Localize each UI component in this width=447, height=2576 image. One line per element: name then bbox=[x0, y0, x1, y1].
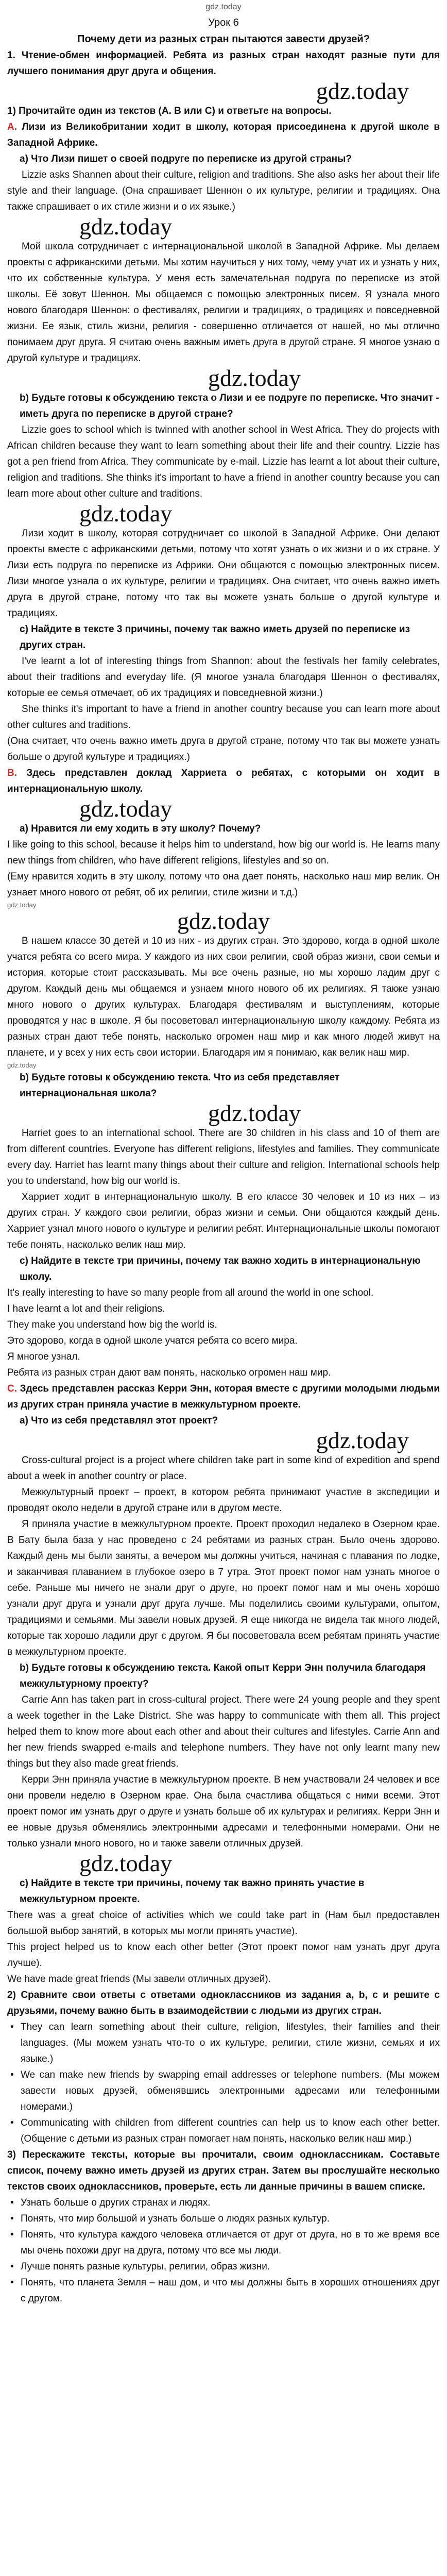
watermark-small: gdz.today bbox=[7, 901, 37, 909]
question-a-b: b) Будьте готовы к обсуждению текста о Лизи и ее подруге по переписке. Что значит - иметь друга по переписке в другой стране? bbox=[20, 393, 439, 419]
answer-a-b-ru: Лизи ходит в школу, которая сотрудничает со школой в Западной Африке. Они делают проекты вместе с африканскими детьми, потому что хотят узнать о их жизни и о их стране. У Лизи есть подруга по переписке из Африки. Они общаются с помощью электронных писем. Лизи многое узнала о их культуре, религии и традициях. Она считает, что очень важно иметь друга в другой стране, потому что так вы можете узнать больше о другой культуре и традициях. bbox=[7, 528, 440, 619]
watermark: gdz.today bbox=[208, 1100, 301, 1126]
answer-c-a-ru2: Я приняла участие в межкультурном проекте. Проект проходил недалеко в Озерном крае. В Бату была база у нас проведено с 24 ребятами из разных стран. Было очень здорово. Каждый день мы были заняты, а вечером мы должны учиться, начиная с плавания по лодке, и заканчивая плаванием в глубокое озеро в 7 утра. Этот проект помог нам узнать многое о себе. Раньше мы ничего не знали друг о друге, но проект помог нам и мы очень хорошо узнали друг друга и узнали друг друга лучше. Мы поделились своими культурами, опытом, традициями и семьями. Мы завели новых друзей. Я еще никогда не видела так много людей, которые так хорошо ладили друг с другом. Я бы посоветовала всем ребятам принять участие в межкультурном проекте. bbox=[7, 1519, 440, 1657]
list-item: • Понять, что планета Земля – наш дом, и что мы должны быть в хороших отношениях друг с другом. bbox=[7, 2275, 440, 2307]
question-b-a: a) Нравится ли ему ходить в эту школу? Почему? bbox=[20, 823, 261, 834]
site-header[interactable]: gdz.today bbox=[205, 3, 242, 11]
answer-a-c-ru: (Она считает, что очень важно иметь друга в другой стране, потому что так вы можете узнать больше о другой культуре и традициях.) bbox=[7, 736, 440, 762]
watermark: gdz.today bbox=[79, 1850, 173, 1876]
list-item: • Понять, что культура каждого человека отличается от друг от друга, но в то же время все мы очень похожи друг на друга, потому что все мы люди. bbox=[7, 2227, 440, 2259]
list-item: • Понять, что мир большой и узнать больше о людях разных культур. bbox=[7, 2211, 440, 2227]
answer-b-c-4: Это здорово, когда в одной школе учатся ребята со всего мира. bbox=[7, 1335, 298, 1346]
answer-c-a-en: Cross-cultural project is a project where children take part in some kind of expedition and spend about a week in another country or place. bbox=[7, 1455, 440, 1482]
question-a-c: c) Найдите в тексте 3 причины, почему так важно иметь друзей по переписке из других стран. bbox=[20, 624, 410, 651]
answer-a-c-en: I've learnt a lot of interesting things from Shannon: about the festivals her family celebrates, about their traditions and everyday life. (Я многое узнала благодаря Шеннон о фестивалях, которые ее семья отмечает, об их традициях и повседневной жизни.) bbox=[7, 656, 440, 699]
task3-heading: 3) Перескажите тексты, которые вы прочитали, своим одноклассникам. Составьте список, почему важно иметь друзей из других стран. Затем вы прослушайте несколько текстов своих одноклассников, проверьте, есть ли данные причины в вашем списке. bbox=[7, 2149, 440, 2192]
answer-b-c-6: Ребята из разных стран дают вам понять, насколько огромен наш мир. bbox=[7, 1367, 331, 1378]
watermark: gdz.today bbox=[316, 1427, 409, 1453]
watermark: gdz.today bbox=[79, 500, 173, 527]
watermark: gdz.today bbox=[177, 908, 270, 934]
watermark: gdz.today bbox=[79, 795, 173, 822]
list-item: • We can make new friends by swapping email addresses or telephone numbers. (Мы можем завести новых друзей, обменявшись электронными адресами или телефонными номерами.) bbox=[7, 2067, 440, 2115]
question-b-b: b) Будьте готовы к обсуждению текста. Что из себя представляет интернациональная школа? bbox=[20, 1072, 340, 1099]
section-c-label: C. bbox=[7, 1383, 17, 1394]
answer-a-c-en2: She thinks it's important to have a friend in another country because you can learn more about other cultures and traditions. bbox=[7, 704, 440, 731]
answer-b-c-5: Я многое узнал. bbox=[7, 1351, 80, 1362]
answer-a-a-ru: Мой школа сотрудничает с интернациональной школой в Западной Африке. Мы делаем проекты с африканскими детьми. Мы хотим научиться у них тому, чему учат их и узнать у них, что их собственные культура. У меня есть замечательная подруга по переписке из этой школы. Её зовут Шеннон. Мы общаемся с помощью электронных писем. Я узнала много нового благодаря Шеннон: о фестивалях, религии и традициях, о традициях и повседневной жизни. Ее язык, стиль жизни, религия - совершенно отличается от нашей, но мы отлично понимаем друг друга. Я считаю очень важным иметь друга в другой стране. Я многое узнаю о другой культуре и традициях. bbox=[7, 241, 440, 364]
question-c-a: a) Что из себя представлял этот проект? bbox=[20, 1415, 218, 1426]
section-a-text: Лизи из Великобритании ходит в школу, которая присоединена к другой школе в Западной Африке. bbox=[7, 122, 440, 148]
task1-instruction: 1) Прочитайте один из текстов (A. B или C) и ответьте на вопросы. bbox=[7, 106, 332, 116]
list-item: • Лучше понять разные культуры, религии, образ жизни. bbox=[7, 2259, 440, 2275]
answer-c-c-3: We have made great friends (Мы завели отличных друзей). bbox=[7, 1974, 271, 1985]
question-b-c: c) Найдите в тексте три причины, почему так важно ходить в интернациональную школу. bbox=[20, 1256, 421, 1282]
task1-heading: 1. Чтение-обмен информацией. Ребята из разных стран находят разные пути для лучшего понимания друг друга и общения. bbox=[7, 50, 440, 77]
answer-b-b-ru: Харриет ходит в интернациональную школу. В его классе 30 человек и 10 из них – из других стран. У каждого свои религии, образ жизни и семьи. Они общаются каждый день. Харриет узнал много нового о культуре и религии ребят. Интернациональные школы помогают тебе понять, насколько велик наш мир. bbox=[7, 1192, 440, 1250]
answer-b-a-ru: (Ему нравится ходить в эту школу, потому что она дает понять, насколько наш мир велик. Он узнает много нового от ребят, об их религии, стиле жизни и т.д.) bbox=[7, 871, 440, 898]
answer-b-a-en: I like going to this school, because it helps him to understand, how big our world is. He learns many new things from children, who have different religions, lifestyles and so on. bbox=[7, 839, 440, 866]
list-item: • Узнать больше о других странах и людях. bbox=[7, 2195, 440, 2211]
answer-b-c-3: They make you understand how big the world is. bbox=[7, 1319, 217, 1330]
answer-c-b-en: Carrie Ann has taken part in cross-cultural project. There were 24 young people and they spent a week together in the Lake District. She was happy to communicate with them all. This project helped them to know more about each other and about their cultures and lifestyles. Carrie Ann and her new friends swapped e-mails and telephone numbers. They have not only learnt many new things but they also made great friends. bbox=[7, 1694, 440, 1769]
answer-b-c-2: I have learnt a lot and their religions. bbox=[7, 1303, 165, 1314]
watermark: gdz.today bbox=[316, 78, 409, 104]
question-a-a: a) Что Лизи пишет о своей подруге по переписке из другой страны? bbox=[20, 154, 352, 164]
section-a-heading bbox=[7, 119, 440, 151]
task2-heading: 2) Сравните свои ответы с ответами одноклассников из задания a, b, c и решите с друзьями, почему важно быть в взаимодействии с людьми из других стран. bbox=[7, 1990, 440, 2016]
list-item: • Communicating with children from different countries can help us to know each other better. (Общение с детьми из разных стран помогает нам понять, насколько велик наш мир.) bbox=[7, 2115, 440, 2147]
answer-a-b-en: Lizzie goes to school which is twinned with another school in West Africa. They do projects with African children because they want to learn something about their life and their country. Lizzie has got a pen friend from Africa. They communicate by e-mail. Lizzie has learnt a lot about their culture, religion and traditions. She thinks it's important to have a friend in another country because you can learn more about other culture and traditions. bbox=[7, 425, 440, 499]
question-c-b: b) Будьте готовы к обсуждению текста. Какой опыт Керри Энн получила благодаря межкультурному проекту? bbox=[20, 1663, 426, 1689]
watermark-small: gdz.today bbox=[7, 1061, 37, 1069]
answer-c-b-ru: Керри Энн приняла участие в межкультурном проекте. В нем участвовали 24 человек и все они провели неделю в Озерном крае. Она была счастлива общаться с ними всеми. Этот проект помог им узнать друг о друге и узнать больше об их культурах и религиях. Керри Энн и ее новые друзья обменялись электронными адресами и телефонными номерами. Они не только узнали много нового, но и также завели отличных друзей. bbox=[7, 1774, 440, 1849]
list-item: • They can learn something about their culture, religion, lifestyles, their families and their languages. (Мы можем узнать что-то о их культуре, религии, стиле жизни, семьях и их языке.) bbox=[7, 2019, 440, 2067]
section-b-text: Здесь представлен доклад Харриета о ребятах, с которыми он ходит в интернациональную школу. bbox=[7, 768, 440, 794]
answer-b-b-en: Harriet goes to an international school. There are 30 children in his class and 10 of them are from different countries. Everyone has different religions, lifestyles and families. They communicate every day. Harriet has learnt many things about their culture and religion. International schools help you to understand, how big our world is. bbox=[7, 1128, 440, 1187]
watermark: gdz.today bbox=[208, 365, 301, 391]
answer-c-a-ru1: Межкультурный проект – проект, в котором ребята принимают участие в экспедиции и проводят около недели в другой стране или в другом месте. bbox=[7, 1487, 440, 1514]
answer-a-a-en: Lizzie asks Shannen about their culture, religion and traditions. She also asks her about their life style and their language. (Она спрашивает Шеннон о их культуре, религии и традициях. Она также спрашивает о их стиле жизни и о их языке.) bbox=[7, 170, 440, 212]
answer-c-c-2: This project helped us to know each other better (Этот проект помог нам узнать друг друга лучше). bbox=[7, 1942, 440, 1969]
section-c-heading bbox=[7, 1381, 440, 1413]
page-title: Почему дети из разных стран пытаются завести друзей? bbox=[77, 33, 370, 45]
question-c-c: c) Найдите в тексте три причины, почему так важно принять участие в межкультурном проекте. bbox=[20, 1878, 365, 1905]
section-b-label: B. bbox=[7, 768, 17, 778]
answer-b-c-1: It's really interesting to have so many people from all around the world in one school. bbox=[7, 1287, 374, 1298]
section-a-label: A. bbox=[7, 122, 17, 132]
section-b-heading bbox=[7, 765, 440, 797]
section-c-text: Здесь представлен рассказ Керри Энн, которая вместе с другими молодыми людьми из других стран приняла участие в межкультурном проекте. bbox=[7, 1383, 440, 1410]
answer-c-c-1: There was a great choice of activities which we could take part in (Нам был предоставлен большой выбор занятий, в которых мы могли принять участие). bbox=[7, 1910, 440, 1937]
lesson-number: Урок 6 bbox=[208, 17, 239, 28]
watermark: gdz.today bbox=[79, 213, 173, 240]
text-b-ru: В нашем классе 30 детей и 10 из них - из других стран. Это здорово, когда в одной школе учатся ребята со всего мира. У каждого из них свои религии, свой образ жизни, свои семьи и история, которые стоит рассказывать. Мы все очень разные, но мы хорошо ладим друг с другом. Каждый день мы общаемся и узнаем много нового об их религиях. Я также узнаю много нового о других культурах. Благодаря фестивалям и выступлениям, которые проводятся у нас в школе. Я бы посоветовал интернациональную школу каждому. Ребята из разных стран дают тебе понять, насколько огромен наш мир и как много людей живут на планете, и у всех у них есть свои истории. Благодаря им я понимаю, как велик наш мир. bbox=[7, 936, 440, 1058]
